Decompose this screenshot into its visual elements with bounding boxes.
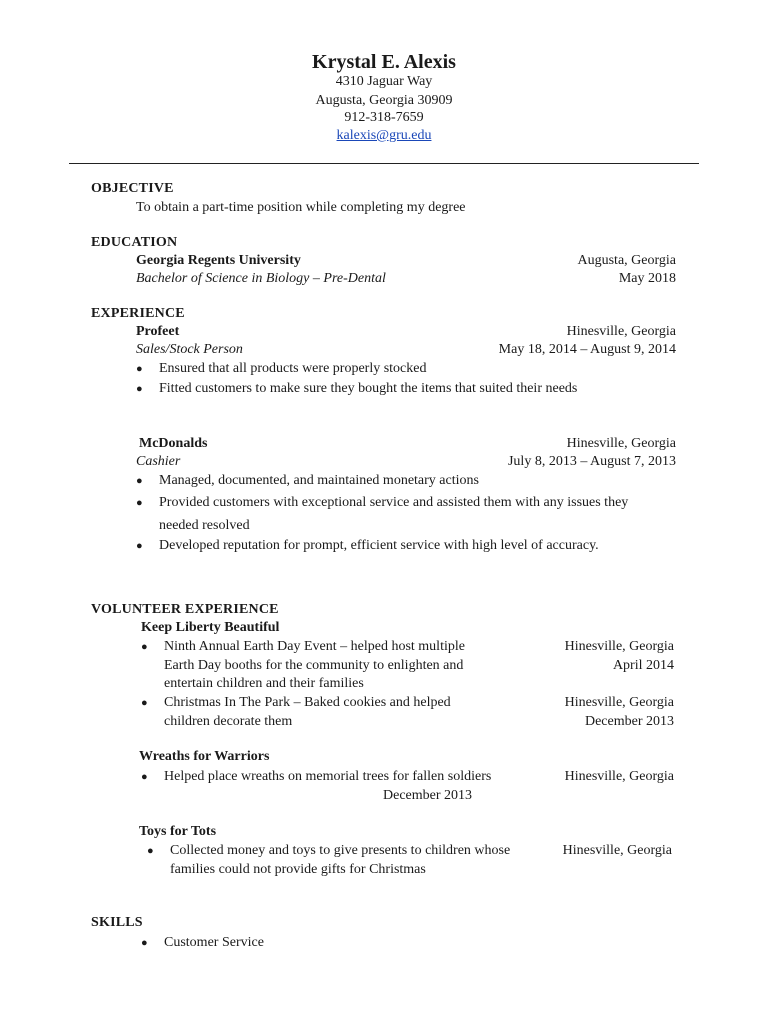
employer-name: Profeet xyxy=(136,324,180,339)
phone-number: 912-318-7659 xyxy=(344,110,424,125)
bullet-icon: ● xyxy=(141,937,148,949)
skill-item: Customer Service xyxy=(164,935,264,950)
job-bullet: Developed reputation for prompt, efficient service with high level of accuracy. xyxy=(159,538,599,553)
graduation-date: May 2018 xyxy=(618,271,676,286)
volunteer-line: Helped place wreaths on memorial trees for fallen soldiers xyxy=(164,769,492,784)
bullet-icon: ● xyxy=(147,845,154,857)
email-link[interactable]: kalexis@gru.edu xyxy=(336,128,432,143)
volunteer-line: Collected money and toys to give presents to children whose xyxy=(170,843,511,858)
bullet-icon: ● xyxy=(141,641,148,653)
bullet-icon: ● xyxy=(136,540,143,552)
job-role: Cashier xyxy=(136,454,181,469)
school-location: Augusta, Georgia xyxy=(577,253,676,268)
degree: Bachelor of Science in Biology – Pre-Dental xyxy=(136,271,386,286)
volunteer-org: Keep Liberty Beautiful xyxy=(141,620,280,635)
bullet-icon: ● xyxy=(141,771,148,783)
volunteer-line: Earth Day booths for the community to enlighten and xyxy=(164,658,464,673)
volunteer-org: Wreaths for Warriors xyxy=(139,749,270,764)
experience-heading: EXPERIENCE xyxy=(91,306,185,321)
bullet-icon: ● xyxy=(136,363,143,375)
volunteer-line: families could not provide gifts for Christmas xyxy=(170,862,426,877)
header-divider xyxy=(69,163,699,164)
bullet-icon: ● xyxy=(136,383,143,395)
resume-name: Krystal E. Alexis xyxy=(312,51,456,73)
volunteer-date: December 2013 xyxy=(584,714,674,729)
volunteer-date: April 2014 xyxy=(612,658,674,673)
bullet-icon: ● xyxy=(141,697,148,709)
objective-heading: OBJECTIVE xyxy=(91,181,174,196)
employer-name: McDonalds xyxy=(139,436,208,451)
volunteer-org: Toys for Tots xyxy=(139,824,217,839)
volunteer-line: Christmas In The Park – Baked cookies and helped xyxy=(164,695,451,710)
address-line-1: 4310 Jaguar Way xyxy=(335,74,433,89)
volunteer-location: Hinesville, Georgia xyxy=(562,843,672,858)
job-location: Hinesville, Georgia xyxy=(566,324,676,339)
bullet-icon: ● xyxy=(136,497,143,509)
email-line xyxy=(0,129,768,143)
volunteer-location: Hinesville, Georgia xyxy=(564,639,674,654)
job-bullet: Managed, documented, and maintained monetary actions xyxy=(159,473,479,488)
bullet-icon: ● xyxy=(136,475,143,487)
skills-heading: SKILLS xyxy=(91,915,143,930)
job-bullet: Fitted customers to make sure they bought the items that suited their needs xyxy=(159,381,578,396)
volunteer-heading: VOLUNTEER EXPERIENCE xyxy=(91,602,279,617)
school-name: Georgia Regents University xyxy=(136,253,301,268)
job-location: Hinesville, Georgia xyxy=(566,436,676,451)
objective-text: To obtain a part-time position while completing my degree xyxy=(136,200,466,215)
job-role: Sales/Stock Person xyxy=(136,342,243,357)
volunteer-location: Hinesville, Georgia xyxy=(564,769,674,784)
job-bullet-continuation: needed resolved xyxy=(159,518,250,533)
volunteer-line: Ninth Annual Earth Day Event – helped host multiple xyxy=(164,639,465,654)
volunteer-date: December 2013 xyxy=(383,788,473,803)
volunteer-line: children decorate them xyxy=(164,714,293,729)
address-line-2: Augusta, Georgia 30909 xyxy=(315,93,453,108)
education-heading: EDUCATION xyxy=(91,235,178,250)
job-bullet: Provided customers with exceptional service and assisted them with any issues they xyxy=(159,495,629,510)
volunteer-line: entertain children and their families xyxy=(164,676,364,691)
job-dates: May 18, 2014 – August 9, 2014 xyxy=(498,342,676,357)
volunteer-location: Hinesville, Georgia xyxy=(564,695,674,710)
job-bullet: Ensured that all products were properly stocked xyxy=(159,361,427,376)
job-dates: July 8, 2013 – August 7, 2013 xyxy=(507,454,676,469)
